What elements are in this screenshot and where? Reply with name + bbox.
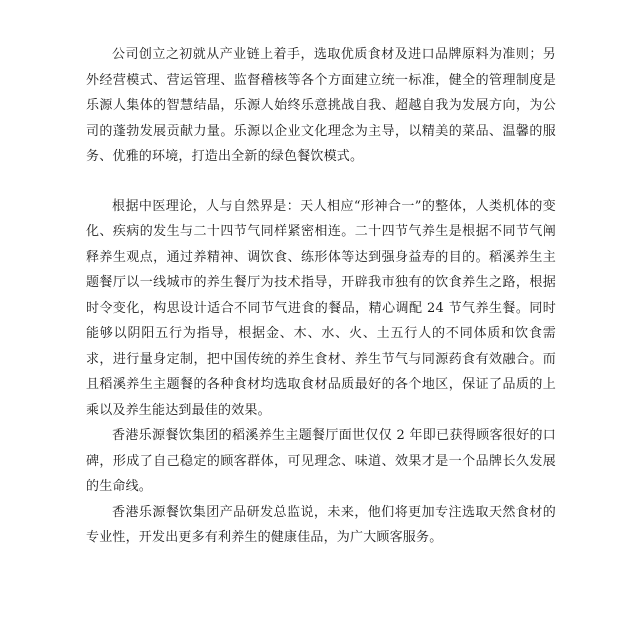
paragraph-brand-reputation: 香港乐源餐饮集团的稻溪养生主题餐厅面世仅仅 2 年即已获得顾客很好的口碑，形成了自己稳定的顾客群体，可见理念、味道、效果才是一个品牌长久发展的生命线。: [86, 428, 556, 494]
paragraph-company-founding: 公司创立之初就从产业链上着手，选取优质食材及进口品牌原料为准则；另外经营模式、营运管理、监督稽核等各个方面建立统一标准，健全的管理制度是乐源人集体的智慧结晶，乐源人始终乐意挑战自我、超越自我为发展方向，为公司的蓬勃发展贡献力量。乐源以企业文化理念为主导，以精美的菜品、温馨的服务、优雅的环境，打造出全新的绿色餐饮模式。: [86, 47, 556, 164]
paragraph-future-plans: 香港乐源餐饮集团产品研发总监说，未来，他们将更加专注选取天然食材的专业性，开发出更多有利养生的健康佳品，为广大顾客服务。: [86, 504, 556, 545]
document-body: [86, 42, 556, 551]
paragraph-tcm-theory: 根据中医理论，人与自然界是：天人相应“形神合一”的整体，人类机体的变化、疾病的发生与二十四节气同样紧密相连。二十四节气养生是根据不同节气阐释养生观点，通过养精神、调饮食、练形体等达到强身益寿的目的。稻溪养生主题餐厅以一线城市的养生餐厅为技术指导，开辟我市独有的饮食养生之路，根据时令变化，构思设计适合不同节气进食的餐品，精心调配 24 节气养生餐。同时能够以阴阳五行为指导，根据金、木、水、火、土五行人的不同体质和饮食需求，进行量身定制，把中国传统的养生食材、养生节气与同源药食有效融合。而且稻溪养生主题餐的各种食材均选取食材品质最好的各个地区，保证了品质的上乘以及养生能达到最佳的效果。: [86, 198, 556, 418]
paragraph-spacer: [86, 170, 556, 194]
